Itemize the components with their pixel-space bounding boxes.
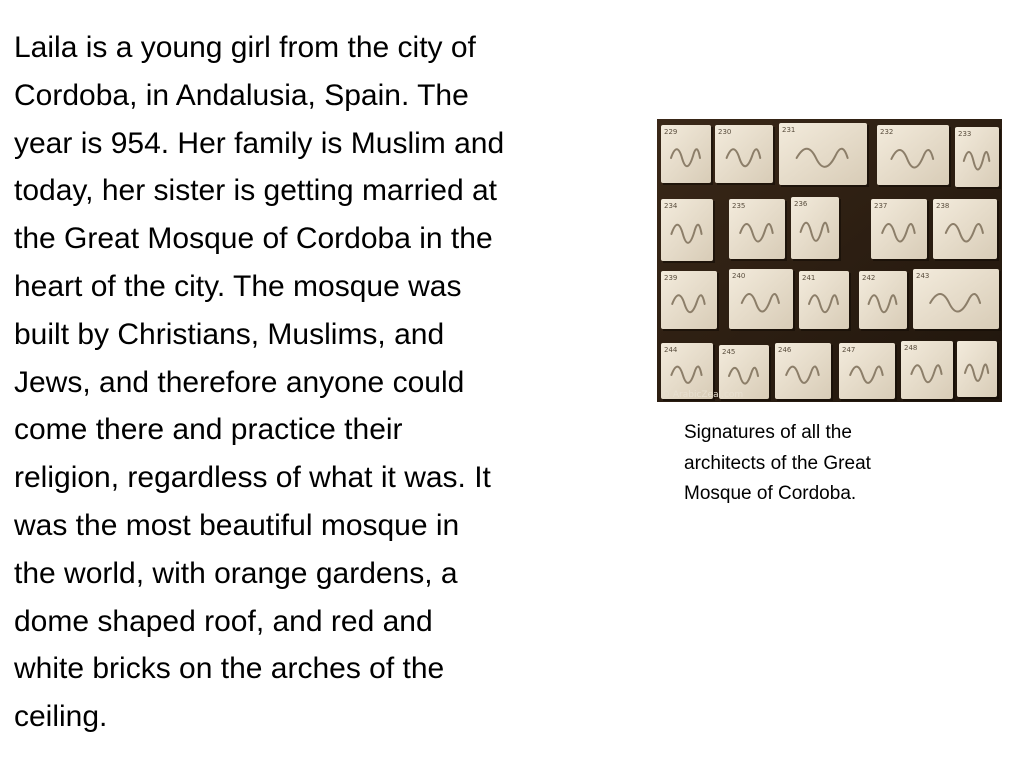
body-line: year is 954. Her family is Muslim and [14, 126, 505, 160]
caption-line: Mosque of Cordoba. [684, 483, 857, 504]
signature-tile [871, 199, 929, 261]
body-line: come there and practice their [14, 413, 403, 447]
tile-number: 229 [664, 128, 678, 136]
signature-tile [859, 271, 909, 331]
signature-tile [729, 269, 795, 331]
signatures-photo-graphic [657, 119, 1002, 402]
photo-caption [684, 418, 984, 510]
caption-line: Signatures of all the [684, 422, 852, 443]
body-line: the Great Mosque of Cordoba in the [14, 222, 493, 256]
tile-number: 230 [718, 128, 732, 136]
body-line: religion, regardless of what it was. It [14, 461, 491, 495]
tile-number: 243 [916, 272, 930, 280]
signature-tile [901, 341, 955, 401]
signature-tile [661, 271, 719, 331]
signature-tile [913, 269, 1001, 331]
body-line: Cordoba, in Andalusia, Spain. The [14, 78, 469, 112]
signature-tile [779, 123, 869, 187]
tile-number: 246 [778, 346, 792, 354]
signature-tile [661, 125, 713, 185]
tile-number: 241 [802, 274, 816, 282]
body-line: Jews, and therefore anyone could [14, 365, 465, 399]
body-paragraph [14, 24, 624, 741]
signature-tile [933, 199, 999, 261]
body-line: ceiling. [14, 700, 108, 734]
signature-tile [775, 343, 833, 401]
tile-number: 244 [664, 346, 678, 354]
tile-number: 236 [794, 200, 808, 208]
body-line: Laila is a young girl from the city of [14, 31, 476, 64]
signature-tile [799, 271, 851, 331]
signature-tile [729, 199, 787, 261]
tile-number: 248 [904, 344, 918, 352]
body-line: was the most beautiful mosque in [14, 508, 460, 542]
tile-number: 239 [664, 274, 678, 282]
signature-tile [877, 125, 951, 187]
body-line: the world, with orange gardens, a [14, 556, 458, 590]
tile-number: 247 [842, 346, 856, 354]
body-line: heart of the city. The mosque was [14, 269, 462, 303]
tile-number: 234 [664, 202, 678, 210]
tile-number: 238 [936, 202, 950, 210]
watermark: © ArabicZeal.com [661, 390, 744, 400]
signature-tile [791, 197, 841, 261]
tile-number: 235 [732, 202, 746, 210]
signature-tile [955, 127, 1001, 189]
body-line: built by Christians, Muslims, and [14, 317, 445, 351]
body-line: white bricks on the arches of the [14, 652, 445, 686]
body-line: dome shaped roof, and red and [14, 604, 433, 638]
signature-tile [715, 125, 775, 185]
tile-number: 245 [722, 348, 736, 356]
signature-tile [839, 343, 897, 401]
tile-number: 231 [782, 126, 796, 134]
tile-number: 233 [958, 130, 972, 138]
caption-line: architects of the Great [684, 452, 871, 474]
tile-number: 240 [732, 272, 746, 280]
signature-tile [957, 341, 999, 399]
signature-tile [661, 199, 715, 263]
signatures-photo [657, 119, 1002, 402]
body-line: today, her sister is getting married at [14, 174, 497, 208]
tile-number: 242 [862, 274, 876, 282]
tile-number: 237 [874, 202, 888, 210]
tile-number: 232 [880, 128, 894, 136]
